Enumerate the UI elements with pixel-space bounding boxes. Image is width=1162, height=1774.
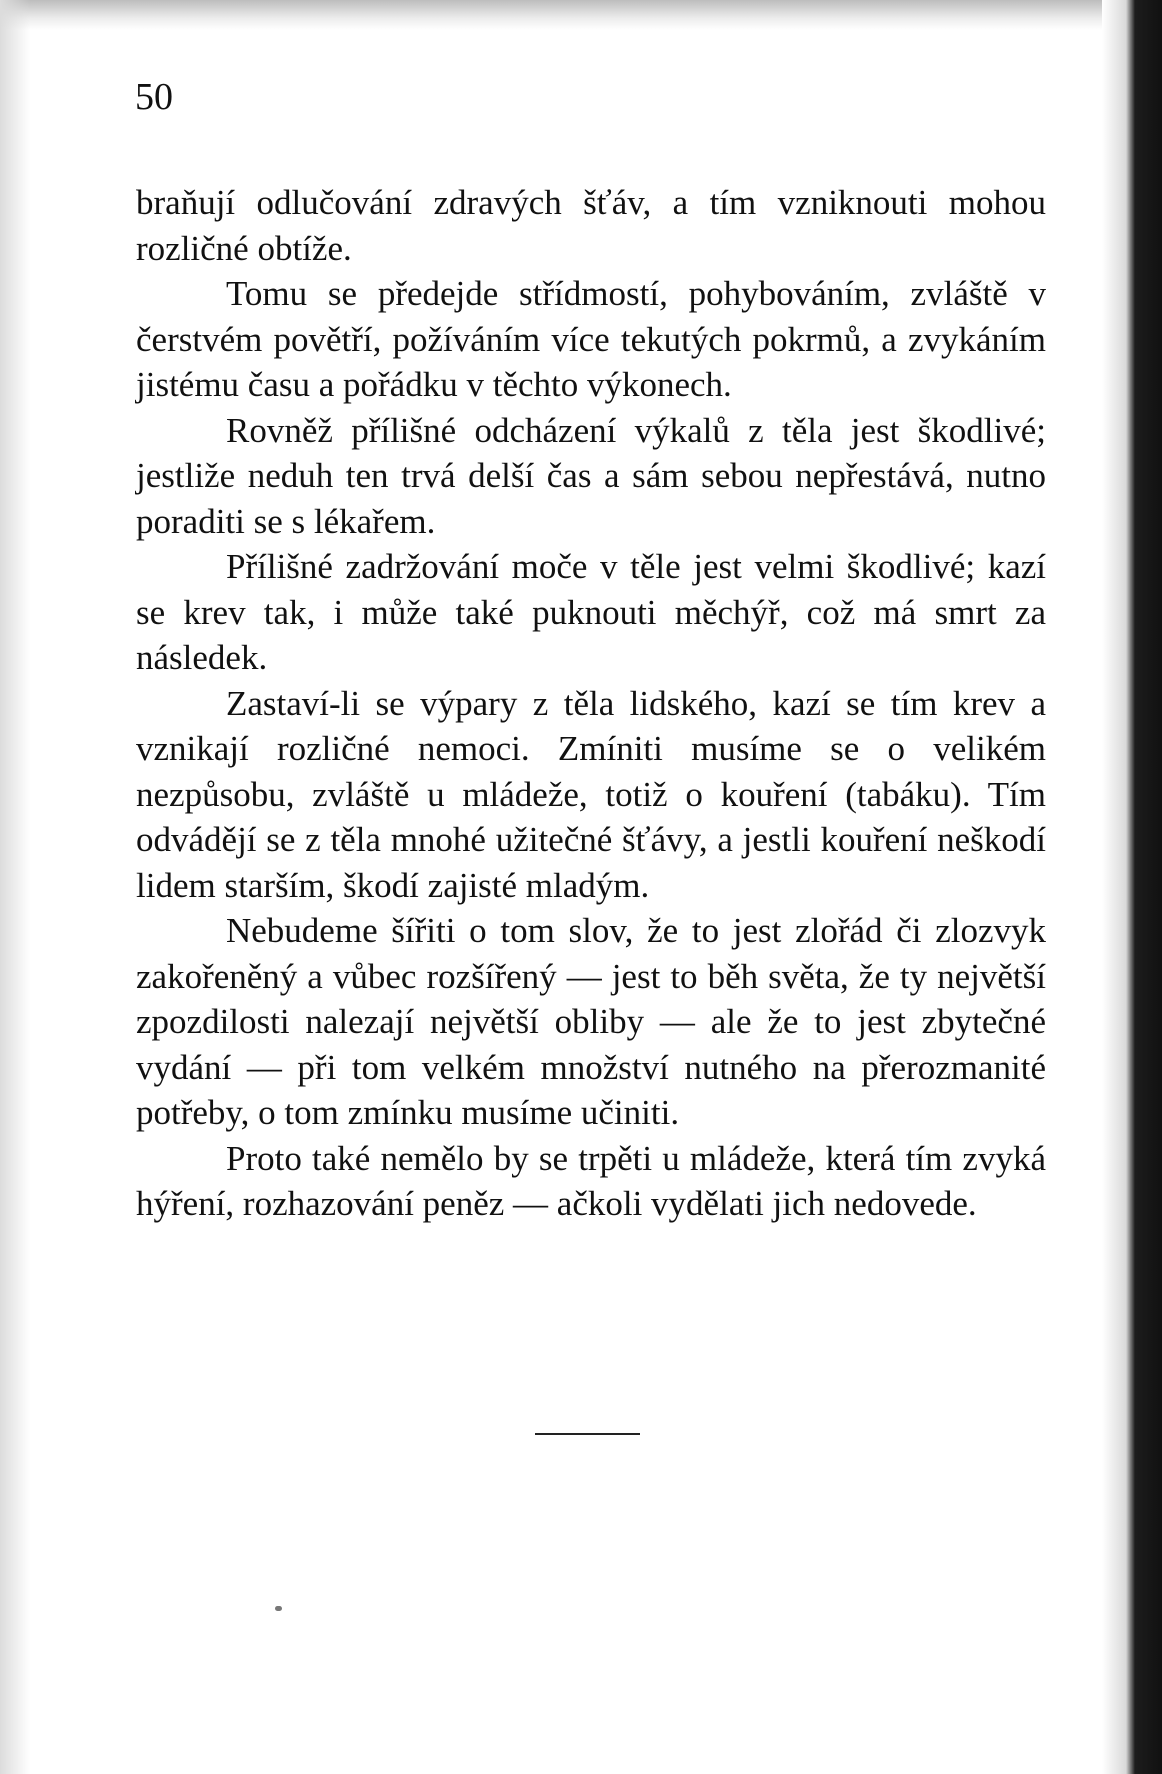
- paragraph: Přílišné zadržování moče v těle jest velmi škodlivé; kazí se krev tak, i může také puknouti měchýř, což má smrt za následek.: [136, 547, 1046, 677]
- body-text: [136, 180, 1046, 1227]
- paragraph: braňují odlučování zdravých šťáv, a tím vzniknouti mohou rozličné obtíže.: [136, 183, 1046, 268]
- section-separator: [535, 1433, 640, 1435]
- page-number: 50: [135, 76, 173, 118]
- page-edge-left: [0, 0, 30, 1774]
- page-edge-top: [0, 0, 1110, 30]
- paragraph: Rovněž přílišné odcházení výkalů z těla jest škodlivé; jestliže neduh ten trvá delší čas a sám sebou nepřestává, nutno poraditi se s lékařem.: [136, 410, 1046, 541]
- book-spine-shadow: [1102, 0, 1162, 1774]
- paragraph: Tomu se předejde střídmostí, pohybováním, zvláště v čerstvém povětří, požíváním více tekutých pokrmů, a zvykáním jistému času a pořádku v těchto výkonech.: [136, 274, 1046, 404]
- print-speck: [275, 1606, 282, 1611]
- paragraph: Nebudeme šířiti o tom slov, že to jest zlořád či zlozvyk zakořeněný a vůbec rozšířený — jest to běh světa, že ty největší zpozdilosti nalezají největší obliby — ale že to jest zbytečné vydání — při tom velkém množství nutného na přerozmanité potřeby, o tom zmínku musíme učiniti.: [136, 911, 1046, 1132]
- paragraph: Zastaví-li se výpary z těla lidského, kazí se tím krev a vznikají rozličné nemoci. Zmíniti musíme se o velikém nezpůsobu, zvláště u mládeže, totiž o kouření (tabáku). Tím odvádějí se z těla mnohé užitečné šťávy, a jestli kouření neškodí lidem starším, škodí zajisté mladým.: [136, 683, 1046, 905]
- paragraph: Proto také nemělo by se trpěti u mládeže, která tím zvyká hýření, rozhazování peněz — ačkoli vydělati jich nedovede.: [136, 1138, 1046, 1223]
